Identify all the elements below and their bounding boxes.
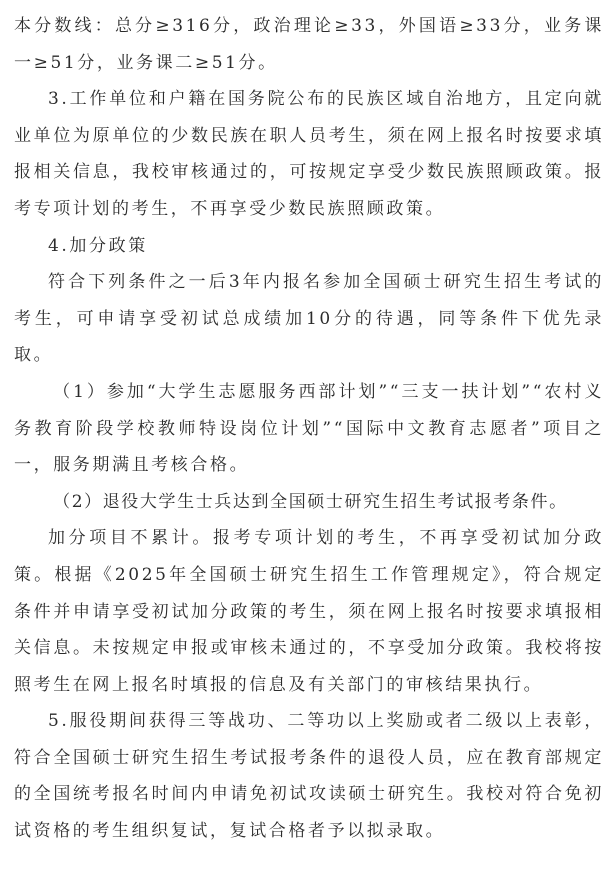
document-body xyxy=(14,8,604,850)
paragraph-item-4-note: 加分项目不累计。报考专项计划的考生，不再享受初试加分政策。根据《2025年全国硕士研究生招生工作管理规定》，符合规定条件并申请享受初试加分政策的考生，须在网上报名时按要求填报相关信息。未按规定申报或审核未通过的，不享受加分政策。我校将按照考生在网上报名时填报的信息及有关部门的审核结果执行。 xyxy=(14,528,604,695)
paragraph-item-3-minority-policy: 3.工作单位和户籍在国务院公布的民族区域自治地方，且定向就业单位为原单位的少数民族在职人员考生，须在网上报名时按要求填报相关信息，我校审核通过的，可按规定享受少数民族照顾政策。报考专项计划的考生，不再享受少数民族照顾政策。 xyxy=(14,89,604,219)
paragraph-item-4-intro: 符合下列条件之一后3年内报名参加全国硕士研究生招生考试的考生，可申请享受初试总成绩加10分的待遇，同等条件下优先录取。 xyxy=(14,272,604,366)
heading-item-4-bonus-policy: 4.加分政策 xyxy=(48,235,148,256)
paragraph-item-5-exemption: 5.服役期间获得三等战功、二等功以上奖励或者二级以上表彰，符合全国硕士研究生招生考试报考条件的退役人员，应在教育部规定的全国统考报名时间内申请免初试攻读硕士研究生。我校对符合免初试资格的考生组织复试，复试合格者予以拟录取。 xyxy=(14,711,604,842)
paragraph-score-line: 本分数线：总分≥316分，政治理论≥33，外国语≥33分，业务课一≥51分，业务课二≥51分。 xyxy=(14,16,604,73)
paragraph-item-4-2-veteran: （2）退役大学生士兵达到全国硕士研究生招生考试报考条件。 xyxy=(53,491,568,512)
paragraph-item-4-1-volunteer: （1）参加“大学生志愿服务西部计划”“三支一扶计划”“农村义务教育阶段学校教师特设岗位计划”“国际中文教育志愿者”项目之一，服务期满且考核合格。 xyxy=(14,381,604,476)
